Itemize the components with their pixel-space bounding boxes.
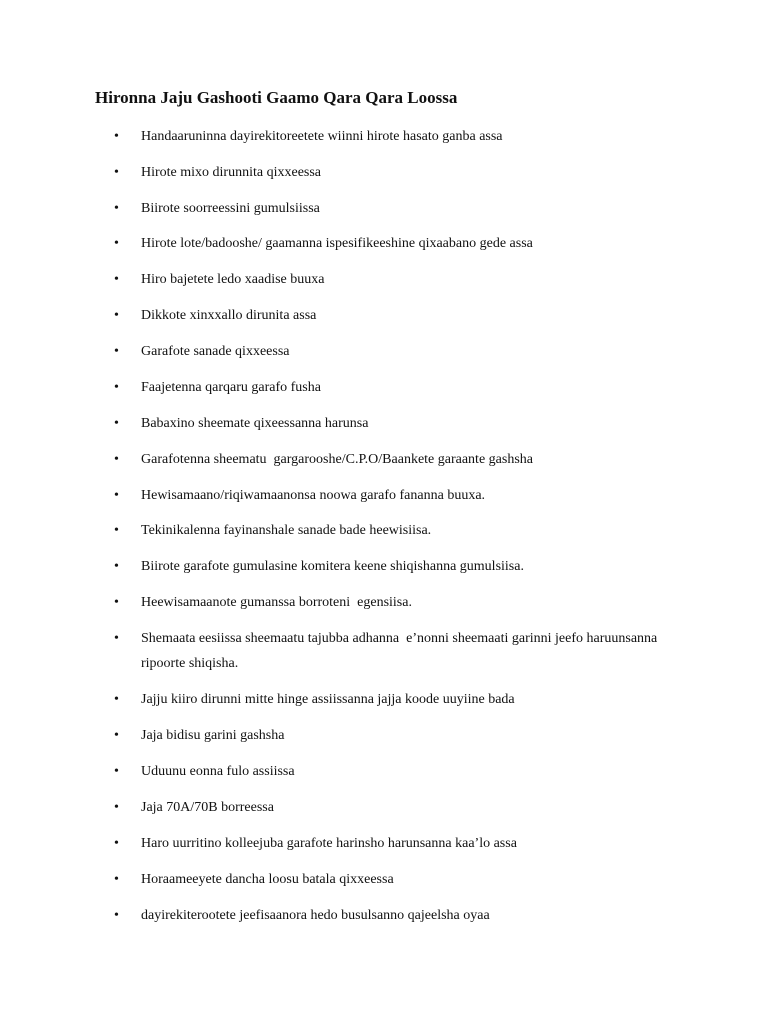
list-item-text: Uduunu eonna fulo assiissa [141, 764, 295, 779]
bullet-icon: • [114, 236, 119, 251]
list-item-text: Babaxino sheemate qixeessanna harunsa [141, 416, 369, 431]
list-item-text: Hirote mixo dirunnita qixxeessa [141, 165, 322, 180]
bullet-icon: • [114, 272, 119, 287]
list-item-text: dayirekiterootete jeefisaanora hedo busulsanno qajeelsha oyaa [141, 908, 490, 923]
bullet-icon: • [114, 692, 119, 707]
list-item-text: Jaja bidisu garini gashsha [141, 728, 285, 743]
bullet-icon: • [114, 836, 119, 851]
list-item-text: Garafotenna sheematu gargarooshe/C.P.O/Baankete garaante gashsha [141, 452, 533, 467]
list-item-text: Shemaata eesiissa sheemaatu tajubba adhanna e’nonni sheemaati garinni jeefo haruunsanna ripoorte shiqisha. [141, 631, 661, 671]
bullet-icon: • [114, 908, 119, 923]
bullet-icon: • [114, 764, 119, 779]
list-item-text: Garafote sanade qixxeessa [141, 344, 290, 359]
bullet-icon: • [114, 728, 119, 743]
bullet-icon: • [114, 872, 119, 887]
bullet-icon: • [114, 416, 119, 431]
bullet-icon: • [114, 201, 119, 216]
list-item-text: Hirote lote/badooshe/ gaamanna ispesifikeeshine qixaabano gede assa [141, 236, 533, 251]
bullet-icon: • [114, 488, 119, 503]
bullet-icon: • [114, 165, 119, 180]
list-item-text: Biirote garafote gumulasine komitera keene shiqishanna gumulsiisa. [141, 559, 524, 574]
page-title: Hironna Jaju Gashooti Gaamo Qara Qara Loossa [95, 88, 458, 107]
bullet-icon: • [114, 559, 119, 574]
list-item-text: Handaaruninna dayirekitoreetete wiinni hirote hasato ganba assa [141, 129, 503, 144]
list-item-text: Hiro bajetete ledo xaadise buuxa [141, 272, 325, 287]
bullet-icon: • [114, 631, 119, 646]
bullet-icon: • [114, 595, 119, 610]
list-item-text: Faajetenna qarqaru garafo fusha [141, 380, 321, 395]
list-item-text: Biirote soorreessini gumulsiissa [141, 201, 320, 216]
list-item-text: Haro uurritino kolleejuba garafote harinsho harunsanna kaa’lo assa [141, 836, 517, 851]
bullet-icon: • [114, 523, 119, 538]
list-item-text: Dikkote xinxxallo dirunita assa [141, 308, 317, 323]
bullet-icon: • [114, 344, 119, 359]
list-item-text: Horaameeyete dancha loosu batala qixxeessa [141, 872, 394, 887]
bullet-icon: • [114, 380, 119, 395]
bullet-icon: • [114, 800, 119, 815]
list-item-text: Jajju kiiro dirunni mitte hinge assiissanna jajja koode uuyiine bada [141, 692, 515, 707]
bullet-icon: • [114, 452, 119, 467]
list-item-text: Hewisamaano/riqiwamaanonsa noowa garafo fananna buuxa. [141, 488, 486, 503]
list-item-text: Jaja 70A/70B borreessa [141, 800, 274, 815]
bullet-icon: • [114, 129, 119, 144]
list-item-text: Tekinikalenna fayinanshale sanade bade heewisiisa. [141, 523, 432, 538]
bullet-icon: • [114, 308, 119, 323]
list-item-text: Heewisamaanote gumanssa borroteni egensiisa. [141, 595, 412, 610]
